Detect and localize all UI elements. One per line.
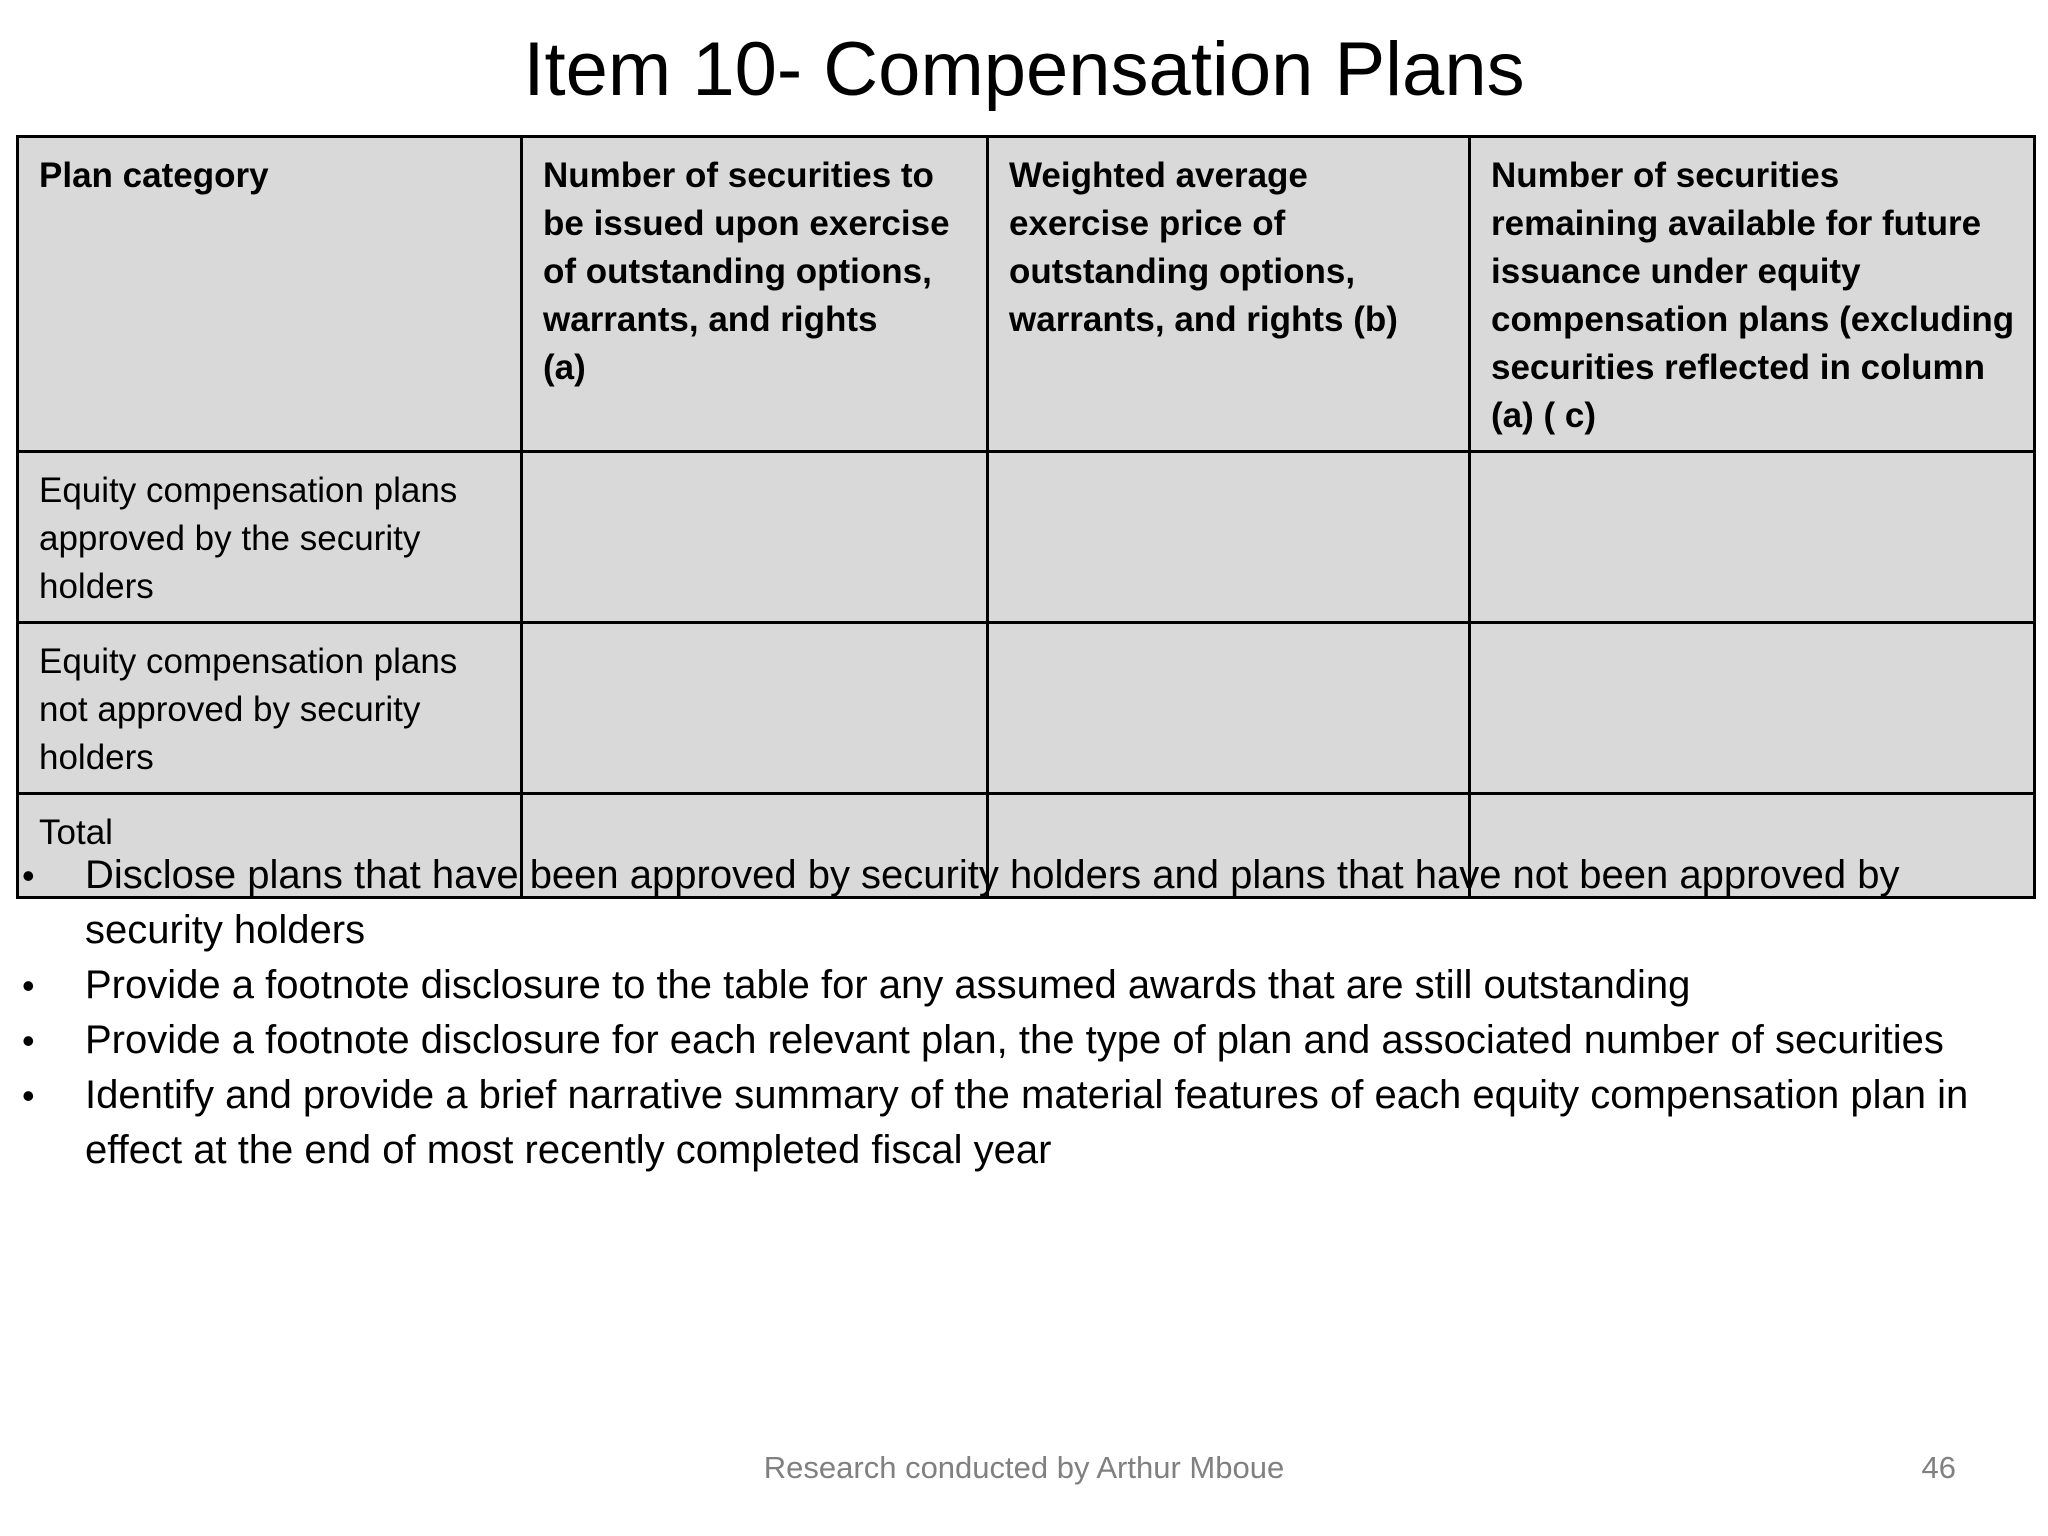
header-plan-category: Plan category: [18, 137, 522, 452]
row-category-total: Total: [18, 794, 522, 898]
compensation-plan-table: [16, 135, 2036, 899]
row-category-approved: Equity compensation plans approved by the security holders: [18, 452, 522, 623]
slide-title: Item 10- Compensation Plans: [523, 27, 1525, 112]
cell-not-approved-a: [522, 623, 988, 794]
bullet-text: Provide a footnote disclosure to the table for any assumed awards that are still outstanding: [85, 963, 1691, 1007]
bullet-marker: •: [22, 965, 35, 1006]
header-securities-remaining: Number of securities remaining available for future issuance under equity compensation plans (excluding securities reflected in column (a) ( c): [1470, 137, 2035, 452]
bullet-text: Identify and provide a brief narrative summary of the material features of each equity compensation plan in effect at the end of most recently completed fiscal year: [85, 1073, 1969, 1172]
cell-not-approved-c: [1470, 623, 2035, 794]
list-item: [20, 958, 2030, 1013]
cell-not-approved-b: [988, 623, 1470, 794]
bullet-marker: •: [22, 855, 35, 896]
header-column-a-marker: (a): [543, 348, 586, 387]
table-header-row: [18, 137, 2035, 452]
bullet-marker: •: [22, 1020, 35, 1061]
header-securities-to-be-issued: [522, 137, 988, 452]
list-item: [20, 1068, 2030, 1178]
cell-approved-c: [1470, 452, 2035, 623]
list-item: [20, 1013, 2030, 1068]
bullet-text: Provide a footnote disclosure for each relevant plan, the type of plan and associated number of securities: [85, 1018, 1944, 1062]
table-row: [18, 452, 2035, 623]
table-row: [18, 623, 2035, 794]
cell-approved-b: [988, 452, 1470, 623]
bullet-marker: •: [22, 1075, 35, 1116]
cell-approved-a: [522, 452, 988, 623]
bullet-text: Disclose plans that have been approved by security holders and plans that have not been approved by security holders: [85, 853, 1900, 952]
row-category-not-approved: Equity compensation plans not approved by security holders: [18, 623, 522, 794]
page-number: 46: [1921, 1450, 1956, 1485]
header-weighted-average-price: Weighted average exercise price of outstanding options, warrants, and rights (b): [988, 137, 1470, 452]
list-item: [20, 848, 2030, 958]
footer-credit: Research conducted by Arthur Mboue: [763, 1450, 1285, 1485]
disclosure-bullet-list: [20, 848, 2030, 1178]
header-securities-to-be-issued-text: Number of securities to be issued upon exercise of outstanding options, warrants, and rights: [543, 156, 950, 339]
